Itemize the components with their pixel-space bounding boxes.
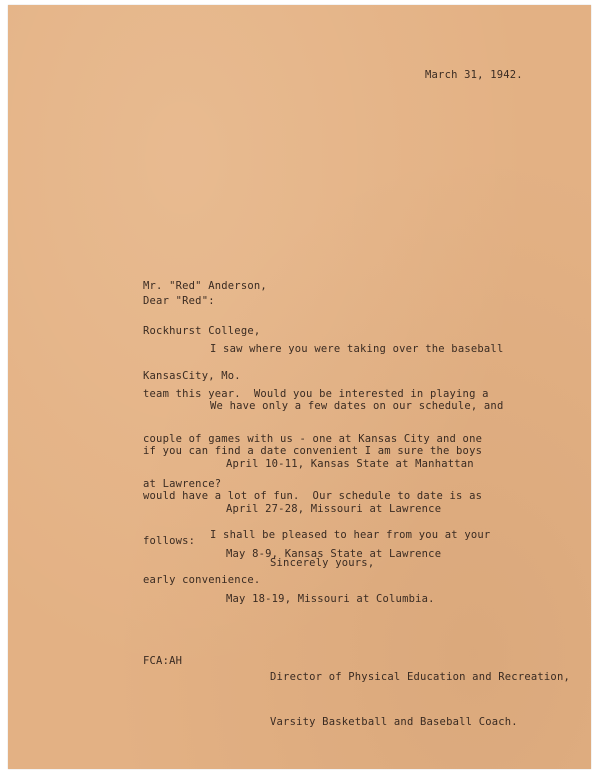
recipient-institution: Rockhurst College, [143, 325, 261, 337]
paragraph-line: would have a lot of fun. Our schedule to date is as [143, 490, 483, 502]
signature-title [270, 640, 570, 760]
paragraph-line: if you can find a date convenient I am sure the boys [143, 445, 483, 457]
closing: Sincerely yours, [270, 557, 375, 569]
schedule-item: May 18-19, Missouri at Columbia. [226, 593, 435, 605]
paragraph-line: couple of games with us - one at Kansas City and one [143, 433, 483, 445]
paragraph-line: team this year. Would you be interested in playing a [143, 388, 489, 400]
recipient-city: KansasCity, Mo. [143, 370, 241, 382]
letter-page [8, 5, 591, 769]
reference-initials: FCA:AH [143, 655, 183, 667]
paragraph-line: I shall be pleased to hear from you at your [210, 529, 491, 541]
letter-date: March 31, 1942. [425, 69, 523, 81]
paragraph-line: follows: [143, 535, 196, 547]
schedule-item: April 27-28, Missouri at Lawrence [226, 503, 442, 515]
schedule-item: May 8-9, Kansas State at Lawrence [226, 548, 442, 560]
paragraph-line: at Lawrence? [143, 478, 222, 490]
signature-title-line: Varsity Basketball and Baseball Coach. [270, 716, 518, 728]
salutation: Dear "Red": [143, 295, 215, 307]
paragraph-line: We have only a few dates on our schedule, and [210, 400, 504, 412]
paragraph-line: I saw where you were taking over the baseball [210, 343, 504, 355]
signature-title-line: Director of Physical Education and Recreation, [270, 671, 570, 683]
recipient-name: Mr. "Red" Anderson, [143, 280, 267, 292]
paragraph-line: early convenience. [143, 574, 261, 586]
schedule-item: April 10-11, Kansas State at Manhattan [226, 458, 474, 470]
